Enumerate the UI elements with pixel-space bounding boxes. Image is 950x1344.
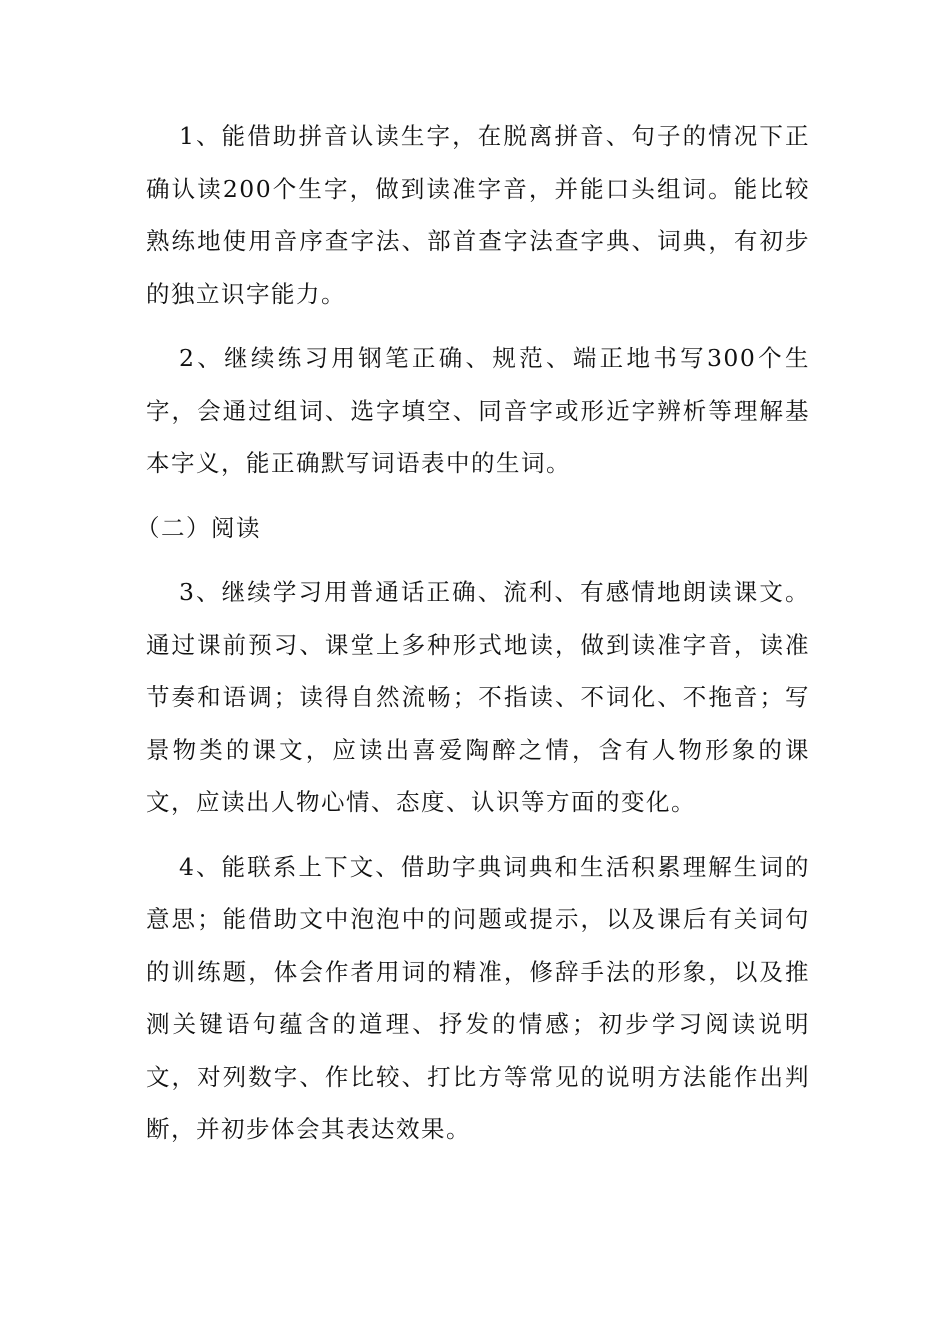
paragraph-2: 2、继续练习用钢笔正确、规范、端正地书写300个生字，会通过组词、选字填空、同音字或形近字辨析等理解基本字义，能正确默写词语表中的生词。	[146, 344, 810, 477]
paragraph-4: 4、能联系上下文、借助字典词典和生活积累理解生词的意思；能借助文中泡泡中的问题或提示，以及课后有关词句的训练题，体会作者用词的精准，修辞手法的形象，以及推测关键语句蕴含的道理、抒发的情感；初步学习阅读说明文，对列数字、作比较、打比方等常见的说明方法能作出判断，并初步体会其表达效果。	[146, 852, 810, 1143]
paragraph-3: 3、继续学习用普通话正确、流利、有感情地朗读课文。通过课前预习、课堂上多种形式地读，做到读准字音，读准节奏和语调；读得自然流畅；不指读、不词化、不拖音；写景物类的课文，应读出喜爱陶醉之情，含有人物形象的课文，应读出人物心情、态度、认识等方面的变化。	[146, 578, 810, 816]
paragraph-1: 1、能借助拼音认读生字，在脱离拼音、句子的情况下正确认读200个生字，做到读准字音，并能口头组词。能比较熟练地使用音序查字法、部首查字法查字典、词典，有初步的独立识字能力。	[146, 122, 810, 308]
section-heading-reading: （二）阅读	[136, 513, 261, 542]
document-body	[136, 110, 810, 1168]
